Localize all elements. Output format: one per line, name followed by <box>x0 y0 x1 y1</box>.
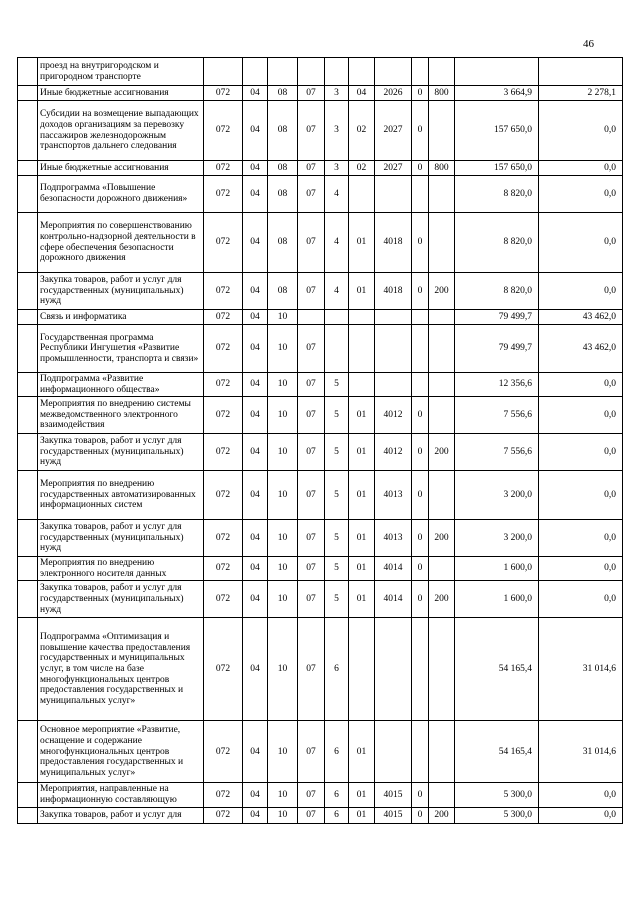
table-row <box>18 721 623 783</box>
code-cell-c5: 3 <box>325 161 349 176</box>
code-cell-c3: 10 <box>268 557 298 581</box>
code-cell-c1: 072 <box>204 618 243 721</box>
amount-second-cell: 0,0 <box>539 520 623 557</box>
amount-second-cell: 0,0 <box>539 783 623 807</box>
code-cell-c5: 6 <box>325 721 349 783</box>
code-cell-c3: 08 <box>268 101 298 161</box>
table-row <box>18 471 623 520</box>
code-cell-c7 <box>375 310 412 325</box>
table-row <box>18 581 623 618</box>
code-cell-c3: 10 <box>268 310 298 325</box>
code-cell-c1: 072 <box>204 213 243 273</box>
code-cell-c6 <box>349 618 375 721</box>
row-number-cell <box>18 161 38 176</box>
code-cell-c3: 08 <box>268 86 298 101</box>
code-cell-c9 <box>429 618 455 721</box>
code-cell-c2: 04 <box>243 471 268 520</box>
amount-cell: 7 556,6 <box>455 434 539 471</box>
amount-second-cell: 0,0 <box>539 471 623 520</box>
amount-second-cell: 31 014,6 <box>539 721 623 783</box>
code-cell-c9: 200 <box>429 520 455 557</box>
amount-second-cell: 0,0 <box>539 581 623 618</box>
table-row <box>18 520 623 557</box>
table-row <box>18 434 623 471</box>
code-cell-c9 <box>429 58 455 86</box>
code-cell-c3 <box>268 58 298 86</box>
code-cell-c6: 01 <box>349 557 375 581</box>
code-cell-c4: 07 <box>298 161 325 176</box>
row-number-cell <box>18 581 38 618</box>
code-cell-c9: 200 <box>429 807 455 823</box>
code-cell-c1: 072 <box>204 520 243 557</box>
code-cell-c2: 04 <box>243 434 268 471</box>
code-cell-c2: 04 <box>243 310 268 325</box>
code-cell-c9 <box>429 783 455 807</box>
table-row <box>18 557 623 581</box>
code-cell-c6: 01 <box>349 807 375 823</box>
code-cell-c8: 0 <box>412 397 429 434</box>
item-name-cell: Иные бюджетные ассигнования <box>38 86 204 101</box>
row-number-cell <box>18 58 38 86</box>
code-cell-c2: 04 <box>243 161 268 176</box>
row-number-cell <box>18 434 38 471</box>
code-cell-c6: 01 <box>349 471 375 520</box>
amount-cell: 8 820,0 <box>455 213 539 273</box>
code-cell-c6: 01 <box>349 783 375 807</box>
code-cell-c9 <box>429 373 455 397</box>
code-cell-c3: 10 <box>268 520 298 557</box>
code-cell-c7: 4015 <box>375 783 412 807</box>
code-cell-c5: 5 <box>325 471 349 520</box>
code-cell-c8: 0 <box>412 101 429 161</box>
table-row <box>18 373 623 397</box>
code-cell-c1: 072 <box>204 581 243 618</box>
table-row <box>18 397 623 434</box>
code-cell-c1: 072 <box>204 397 243 434</box>
table-row <box>18 310 623 325</box>
code-cell-c9: 200 <box>429 434 455 471</box>
code-cell-c7 <box>375 373 412 397</box>
amount-cell: 5 300,0 <box>455 783 539 807</box>
code-cell-c8 <box>412 373 429 397</box>
code-cell-c9 <box>429 721 455 783</box>
code-cell-c7: 4018 <box>375 213 412 273</box>
code-cell-c7: 2027 <box>375 101 412 161</box>
amount-second-cell: 0,0 <box>539 161 623 176</box>
row-number-cell <box>18 520 38 557</box>
code-cell-c4: 07 <box>298 807 325 823</box>
amount-second-cell: 0,0 <box>539 176 623 213</box>
amount-second-cell: 0,0 <box>539 373 623 397</box>
item-name-cell: Мероприятия по внедрению электронного носителя данных <box>38 557 204 581</box>
amount-cell: 1 600,0 <box>455 581 539 618</box>
table-row <box>18 176 623 213</box>
amount-second-cell: 43 462,0 <box>539 310 623 325</box>
table-row <box>18 58 623 86</box>
amount-cell: 157 650,0 <box>455 161 539 176</box>
table-row <box>18 807 623 823</box>
amount-cell: 8 820,0 <box>455 176 539 213</box>
code-cell-c4 <box>298 310 325 325</box>
code-cell-c6: 04 <box>349 86 375 101</box>
code-cell-c4: 07 <box>298 557 325 581</box>
amount-cell: 157 650,0 <box>455 101 539 161</box>
item-name-cell: Основное мероприятие «Развитие, оснащение и содержание многофункциональных центров предоставления государственных и муниципальных услуг» <box>38 721 204 783</box>
item-name-cell: Мероприятия по совершенствованию контрольно-надзорной деятельности в сфере обеспечения безопасности дорожного движения <box>38 213 204 273</box>
code-cell-c6: 01 <box>349 434 375 471</box>
code-cell-c7 <box>375 325 412 373</box>
code-cell-c6: 01 <box>349 520 375 557</box>
amount-cell: 54 165,4 <box>455 618 539 721</box>
code-cell-c2: 04 <box>243 721 268 783</box>
code-cell-c3: 10 <box>268 618 298 721</box>
code-cell-c7: 4018 <box>375 273 412 310</box>
code-cell-c1 <box>204 58 243 86</box>
code-cell-c1: 072 <box>204 721 243 783</box>
code-cell-c9 <box>429 397 455 434</box>
code-cell-c4: 07 <box>298 325 325 373</box>
code-cell-c4: 07 <box>298 520 325 557</box>
code-cell-c4: 07 <box>298 397 325 434</box>
code-cell-c5: 4 <box>325 176 349 213</box>
code-cell-c1: 072 <box>204 325 243 373</box>
code-cell-c7: 4012 <box>375 397 412 434</box>
code-cell-c7 <box>375 618 412 721</box>
code-cell-c2: 04 <box>243 101 268 161</box>
code-cell-c2: 04 <box>243 618 268 721</box>
code-cell-c3: 10 <box>268 807 298 823</box>
code-cell-c8 <box>412 325 429 373</box>
code-cell-c7 <box>375 58 412 86</box>
code-cell-c6: 01 <box>349 397 375 434</box>
code-cell-c6 <box>349 310 375 325</box>
code-cell-c3: 10 <box>268 397 298 434</box>
amount-cell: 3 200,0 <box>455 520 539 557</box>
item-name-cell: Закупка товаров, работ и услуг для государственных (муниципальных) нужд <box>38 520 204 557</box>
code-cell-c4: 07 <box>298 176 325 213</box>
row-number-cell <box>18 783 38 807</box>
amount-cell: 3 664,9 <box>455 86 539 101</box>
code-cell-c8: 0 <box>412 86 429 101</box>
code-cell-c8 <box>412 58 429 86</box>
code-cell-c5: 5 <box>325 434 349 471</box>
code-cell-c3: 10 <box>268 471 298 520</box>
code-cell-c2: 04 <box>243 807 268 823</box>
code-cell-c6: 02 <box>349 101 375 161</box>
amount-second-cell: 43 462,0 <box>539 325 623 373</box>
code-cell-c8: 0 <box>412 273 429 310</box>
code-cell-c2: 04 <box>243 325 268 373</box>
code-cell-c8 <box>412 618 429 721</box>
code-cell-c3: 10 <box>268 434 298 471</box>
code-cell-c1: 072 <box>204 310 243 325</box>
code-cell-c7: 4015 <box>375 807 412 823</box>
code-cell-c6 <box>349 325 375 373</box>
code-cell-c5: 6 <box>325 807 349 823</box>
code-cell-c9: 200 <box>429 273 455 310</box>
amount-cell <box>455 58 539 86</box>
code-cell-c6 <box>349 373 375 397</box>
code-cell-c5: 5 <box>325 373 349 397</box>
code-cell-c8 <box>412 721 429 783</box>
code-cell-c7: 4013 <box>375 471 412 520</box>
code-cell-c4: 07 <box>298 434 325 471</box>
code-cell-c6: 02 <box>349 161 375 176</box>
amount-second-cell <box>539 58 623 86</box>
code-cell-c8: 0 <box>412 807 429 823</box>
amount-cell: 8 820,0 <box>455 273 539 310</box>
code-cell-c1: 072 <box>204 161 243 176</box>
row-number-cell <box>18 618 38 721</box>
table-row <box>18 101 623 161</box>
code-cell-c5: 5 <box>325 581 349 618</box>
amount-cell: 5 300,0 <box>455 807 539 823</box>
code-cell-c3: 10 <box>268 325 298 373</box>
amount-second-cell: 0,0 <box>539 273 623 310</box>
item-name-cell: Закупка товаров, работ и услуг для <box>38 807 204 823</box>
code-cell-c4: 07 <box>298 213 325 273</box>
amount-cell: 54 165,4 <box>455 721 539 783</box>
row-number-cell <box>18 807 38 823</box>
table-body <box>18 58 623 824</box>
code-cell-c3: 08 <box>268 273 298 310</box>
code-cell-c9 <box>429 557 455 581</box>
code-cell-c8 <box>412 176 429 213</box>
item-name-cell: Закупка товаров, работ и услуг для государственных (муниципальных) нужд <box>38 581 204 618</box>
code-cell-c3: 08 <box>268 161 298 176</box>
code-cell-c1: 072 <box>204 783 243 807</box>
amount-cell: 12 356,6 <box>455 373 539 397</box>
code-cell-c5: 3 <box>325 101 349 161</box>
row-number-cell <box>18 721 38 783</box>
code-cell-c4: 07 <box>298 783 325 807</box>
table-row <box>18 161 623 176</box>
table-row <box>18 783 623 807</box>
code-cell-c5: 3 <box>325 86 349 101</box>
amount-cell: 79 499,7 <box>455 325 539 373</box>
code-cell-c1: 072 <box>204 373 243 397</box>
row-number-cell <box>18 176 38 213</box>
amount-cell: 3 200,0 <box>455 471 539 520</box>
table-row <box>18 86 623 101</box>
code-cell-c2: 04 <box>243 86 268 101</box>
code-cell-c6 <box>349 176 375 213</box>
table-row <box>18 325 623 373</box>
row-number-cell <box>18 397 38 434</box>
row-number-cell <box>18 310 38 325</box>
amount-second-cell: 31 014,6 <box>539 618 623 721</box>
item-name-cell: Иные бюджетные ассигнования <box>38 161 204 176</box>
code-cell-c8: 0 <box>412 581 429 618</box>
code-cell-c5 <box>325 310 349 325</box>
code-cell-c7: 2026 <box>375 86 412 101</box>
code-cell-c5: 5 <box>325 520 349 557</box>
amount-second-cell: 0,0 <box>539 397 623 434</box>
code-cell-c3: 08 <box>268 176 298 213</box>
code-cell-c1: 072 <box>204 434 243 471</box>
item-name-cell: Закупка товаров, работ и услуг для государственных (муниципальных) нужд <box>38 434 204 471</box>
item-name-cell: Связь и информатика <box>38 310 204 325</box>
amount-second-cell: 0,0 <box>539 434 623 471</box>
code-cell-c3: 10 <box>268 373 298 397</box>
code-cell-c1: 072 <box>204 807 243 823</box>
code-cell-c5: 6 <box>325 783 349 807</box>
code-cell-c4 <box>298 58 325 86</box>
code-cell-c5: 4 <box>325 213 349 273</box>
amount-second-cell: 2 278,1 <box>539 86 623 101</box>
code-cell-c2: 04 <box>243 557 268 581</box>
code-cell-c4: 07 <box>298 373 325 397</box>
amount-cell: 79 499,7 <box>455 310 539 325</box>
code-cell-c1: 072 <box>204 273 243 310</box>
code-cell-c9 <box>429 471 455 520</box>
code-cell-c9 <box>429 310 455 325</box>
code-cell-c4: 07 <box>298 101 325 161</box>
row-number-cell <box>18 471 38 520</box>
code-cell-c4: 07 <box>298 618 325 721</box>
code-cell-c8: 0 <box>412 434 429 471</box>
code-cell-c2: 04 <box>243 520 268 557</box>
code-cell-c1: 072 <box>204 471 243 520</box>
code-cell-c1: 072 <box>204 86 243 101</box>
code-cell-c4: 07 <box>298 581 325 618</box>
code-cell-c6: 01 <box>349 213 375 273</box>
item-name-cell: Государственная программа Республики Ингушетия «Развитие промышленности, транспорта и связи» <box>38 325 204 373</box>
item-name-cell: Закупка товаров, работ и услуг для государственных (муниципальных) нужд <box>38 273 204 310</box>
budget-table <box>17 57 623 824</box>
code-cell-c2: 04 <box>243 373 268 397</box>
code-cell-c7: 4013 <box>375 520 412 557</box>
code-cell-c3: 10 <box>268 721 298 783</box>
row-number-cell <box>18 86 38 101</box>
amount-second-cell: 0,0 <box>539 557 623 581</box>
amount-cell: 1 600,0 <box>455 557 539 581</box>
table-row <box>18 273 623 310</box>
row-number-cell <box>18 213 38 273</box>
code-cell-c8: 0 <box>412 557 429 581</box>
code-cell-c4: 07 <box>298 471 325 520</box>
amount-second-cell: 0,0 <box>539 101 623 161</box>
code-cell-c9 <box>429 213 455 273</box>
code-cell-c6: 01 <box>349 273 375 310</box>
code-cell-c7: 4014 <box>375 581 412 618</box>
row-number-cell <box>18 101 38 161</box>
row-number-cell <box>18 273 38 310</box>
code-cell-c7: 2027 <box>375 161 412 176</box>
code-cell-c7 <box>375 721 412 783</box>
table-row <box>18 213 623 273</box>
code-cell-c4: 07 <box>298 721 325 783</box>
code-cell-c3: 10 <box>268 581 298 618</box>
code-cell-c7: 4014 <box>375 557 412 581</box>
page-number: 46 <box>583 38 594 50</box>
code-cell-c9 <box>429 176 455 213</box>
amount-second-cell: 0,0 <box>539 213 623 273</box>
code-cell-c4: 07 <box>298 86 325 101</box>
code-cell-c5: 5 <box>325 557 349 581</box>
code-cell-c8: 0 <box>412 213 429 273</box>
code-cell-c7 <box>375 176 412 213</box>
item-name-cell: Субсидии на возмещение выпадающих доходов организациям за перевозку пассажиров железнодорожным транспортов дальнего следования <box>38 101 204 161</box>
code-cell-c9 <box>429 101 455 161</box>
code-cell-c8: 0 <box>412 161 429 176</box>
item-name-cell: проезд на внутригородском и пригородном транспорте <box>38 58 204 86</box>
code-cell-c2: 04 <box>243 213 268 273</box>
item-name-cell: Подпрограмма «Развитие информационного общества» <box>38 373 204 397</box>
code-cell-c6: 01 <box>349 721 375 783</box>
table-row <box>18 618 623 721</box>
code-cell-c1: 072 <box>204 557 243 581</box>
code-cell-c8: 0 <box>412 520 429 557</box>
code-cell-c9: 800 <box>429 161 455 176</box>
code-cell-c9: 800 <box>429 86 455 101</box>
row-number-cell <box>18 325 38 373</box>
item-name-cell: Подпрограмма «Повышение безопасности дорожного движения» <box>38 176 204 213</box>
code-cell-c8 <box>412 310 429 325</box>
code-cell-c8: 0 <box>412 783 429 807</box>
code-cell-c3: 08 <box>268 213 298 273</box>
code-cell-c2: 04 <box>243 581 268 618</box>
code-cell-c1: 072 <box>204 101 243 161</box>
code-cell-c2: 04 <box>243 273 268 310</box>
code-cell-c4: 07 <box>298 273 325 310</box>
item-name-cell: Подпрограмма «Оптимизация и повышение качества предоставления государственных и муниципальных услуг, в том числе на базе многофункциональных центров предоставления государственных и муниципальных услуг» <box>38 618 204 721</box>
code-cell-c5: 4 <box>325 273 349 310</box>
code-cell-c7: 4012 <box>375 434 412 471</box>
code-cell-c8: 0 <box>412 471 429 520</box>
item-name-cell: Мероприятия по внедрению системы межведомственного электронного взаимодействия <box>38 397 204 434</box>
code-cell-c5: 5 <box>325 397 349 434</box>
row-number-cell <box>18 557 38 581</box>
code-cell-c6: 01 <box>349 581 375 618</box>
code-cell-c5: 6 <box>325 618 349 721</box>
code-cell-c2 <box>243 58 268 86</box>
amount-second-cell: 0,0 <box>539 807 623 823</box>
code-cell-c6 <box>349 58 375 86</box>
code-cell-c3: 10 <box>268 783 298 807</box>
row-number-cell <box>18 373 38 397</box>
item-name-cell: Мероприятия по внедрению государственных автоматизированных информационных систем <box>38 471 204 520</box>
code-cell-c1: 072 <box>204 176 243 213</box>
code-cell-c2: 04 <box>243 176 268 213</box>
code-cell-c9 <box>429 325 455 373</box>
item-name-cell: Мероприятия, направленные на информационную составляющую <box>38 783 204 807</box>
code-cell-c2: 04 <box>243 783 268 807</box>
code-cell-c2: 04 <box>243 397 268 434</box>
code-cell-c9: 200 <box>429 581 455 618</box>
amount-cell: 7 556,6 <box>455 397 539 434</box>
code-cell-c5 <box>325 58 349 86</box>
code-cell-c5 <box>325 325 349 373</box>
